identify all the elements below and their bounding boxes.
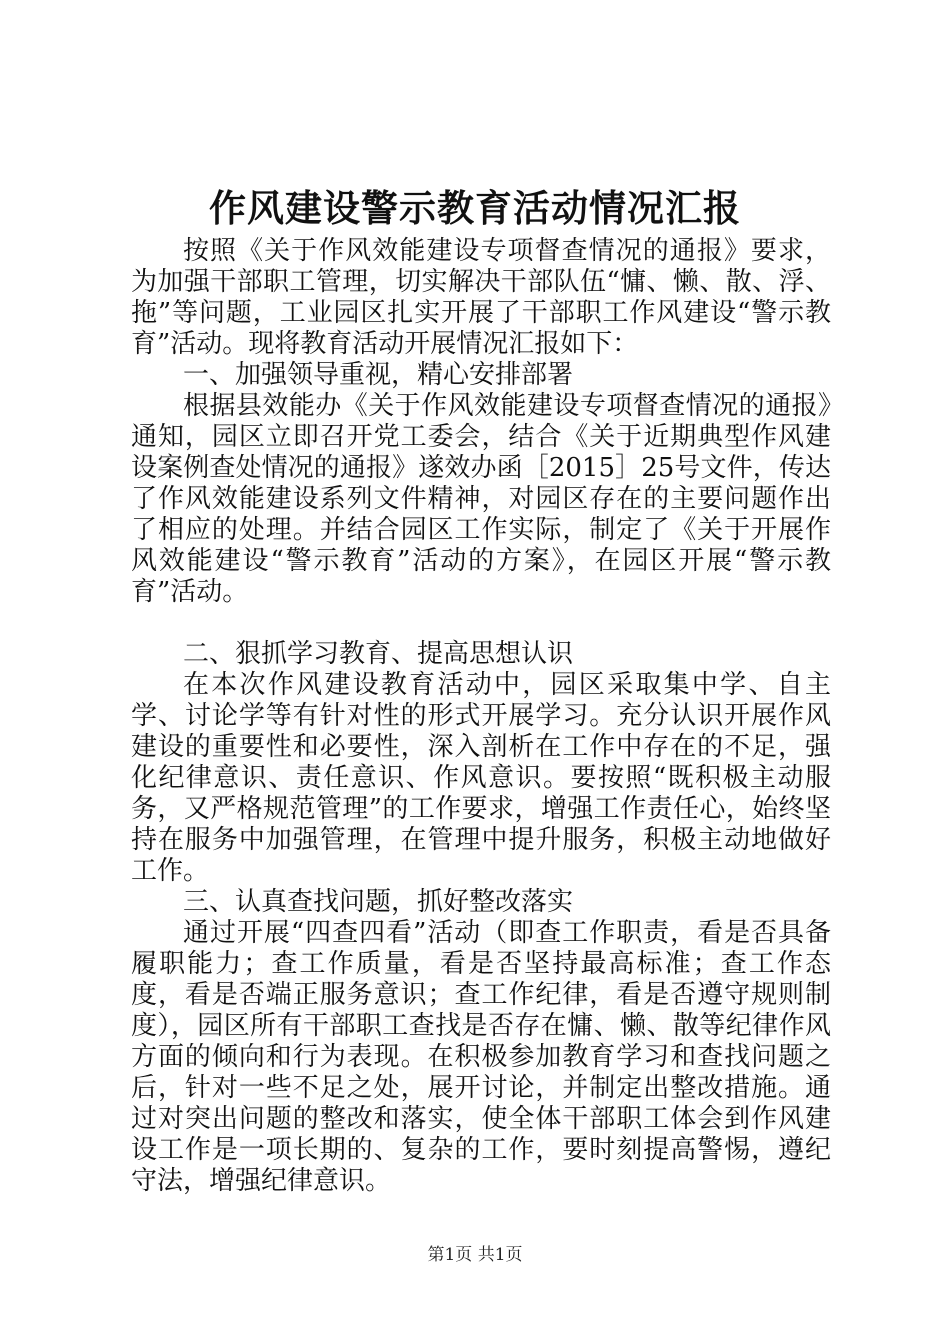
section-heading-2: 二、狠抓学习教育、提高思想认识 <box>183 639 574 669</box>
section-3-paragraph: 通过开展“四查四看”活动（即查工作职责，看是否具备履职能力；查工作质量，看是否坚持最高标准；查工作态度，看是否端正服务意识；查工作纪律，看是否遵守规则制度），园区所有干部职工查找是否存在慵、懒、散等纪律作风方面的倾向和行为表现。在积极参加教育学习和查找问题之后，针对一些不足之处，展开讨论，并制定出整改措施。通过对突出问题的整改和落实，使全体干部职工体会到作风建设工作是一项长期的、复杂的工作，要时刻提高警惕，遵纪守法，增强纪律意识。 <box>131 918 831 1196</box>
page-footer: 第1页 共1页 <box>427 1245 523 1265</box>
document-body <box>131 236 831 1197</box>
paragraph-spacer <box>131 608 831 639</box>
document-title: 作风建设警示教育活动情况汇报 <box>209 186 741 230</box>
intro-paragraph: 按照《关于作风效能建设专项督查情况的通报》要求，为加强干部职工管理，切实解决干部队伍“慵、懒、散、浮、拖”等问题，工业园区扎实开展了干部职工作风建设“警示教育”活动。现将教育活动开展情况汇报如下： <box>131 236 831 359</box>
section-1-paragraph: 根据县效能办《关于作风效能建设专项督查情况的通报》通知，园区立即召开党工委会，结合《关于近期典型作风建设案例查处情况的通报》遂效办函［2015］25号文件，传达了作风效能建设系列文件精神，对园区存在的主要问题作出了相应的处理。并结合园区工作实际，制定了《关于开展作风效能建设“警示教育”活动的方案》，在园区开展“警示教育”活动。 <box>131 391 831 607</box>
section-heading-1: 一、加强领导重视，精心安排部署 <box>183 360 574 390</box>
section-heading-3: 三、认真查找问题，抓好整改落实 <box>183 887 574 917</box>
section-2-paragraph: 在本次作风建设教育活动中，园区采取集中学、自主学、讨论学等有针对性的形式开展学习。充分认识开展作风建设的重要性和必要性，深入剖析在工作中存在的不足，强化纪律意识、责任意识、作风意识。要按照“既积极主动服务，又严格规范管理”的工作要求，增强工作责任心，始终坚持在服务中加强管理，在管理中提升服务，积极主动地做好工作。 <box>131 670 831 886</box>
